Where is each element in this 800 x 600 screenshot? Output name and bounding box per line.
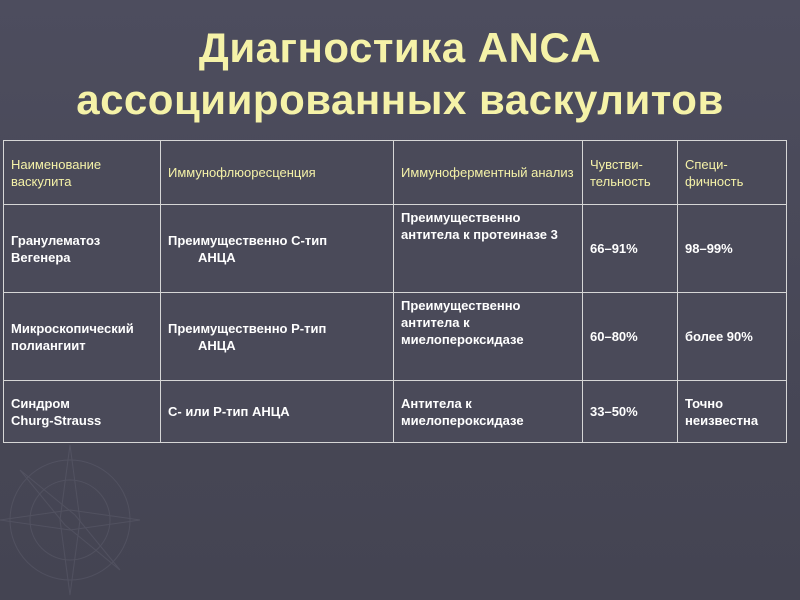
cell-immunofluorescence bbox=[161, 293, 394, 381]
cell-sensitivity: 60–80% bbox=[583, 293, 678, 381]
header-specificity: Специ-фичность bbox=[678, 141, 787, 205]
cell-sensitivity: 66–91% bbox=[583, 205, 678, 293]
title-line-2: ассоциированных васкулитов bbox=[76, 76, 724, 123]
name-line-2: Churg-Strauss bbox=[11, 412, 102, 428]
compass-rose-icon bbox=[0, 440, 220, 600]
cell-sensitivity: 33–50% bbox=[583, 381, 678, 443]
header-elisa: Иммуноферментный анализ bbox=[394, 141, 583, 205]
cell-elisa: Преимущественно антитела к протеиназе 3 bbox=[394, 205, 583, 293]
cell-immunofluorescence bbox=[161, 205, 394, 293]
table-header-row bbox=[4, 141, 787, 205]
table-row bbox=[4, 293, 787, 381]
cell-elisa: Антитела к миелопероксидазе bbox=[394, 381, 583, 443]
cell-name bbox=[4, 381, 161, 443]
title-line-1: Диагностика ANCA bbox=[198, 24, 602, 71]
table-row bbox=[4, 205, 787, 293]
table-row bbox=[4, 381, 787, 443]
cell-specificity: 98–99% bbox=[678, 205, 787, 293]
page-title bbox=[0, 22, 800, 126]
cell-immunofluorescence: С- или Р-тип АНЦА bbox=[161, 381, 394, 443]
cell-name: Гранулематоз Вегенера bbox=[4, 205, 161, 293]
header-immunofluorescence: Иммунофлюоресценция bbox=[161, 141, 394, 205]
cell-name: Микроскопический полиангиит bbox=[4, 293, 161, 381]
ifa-main: Преимущественно С-тип bbox=[168, 232, 328, 248]
header-sensitivity: Чувстви-тельность bbox=[583, 141, 678, 205]
header-vasculitis-name: Наименование васкулита bbox=[4, 141, 161, 205]
cell-specificity: Точно неизвестна bbox=[678, 381, 787, 443]
name-line-1: Синдром bbox=[11, 395, 70, 411]
cell-specificity: более 90% bbox=[678, 293, 787, 381]
ifa-sub: АНЦА bbox=[198, 249, 236, 265]
ifa-main: Преимущественно Р-тип bbox=[168, 320, 327, 336]
diagnostics-table bbox=[3, 140, 787, 443]
cell-elisa: Преимущественно антитела к миелопероксидазе bbox=[394, 293, 583, 381]
ifa-sub: АНЦА bbox=[198, 337, 236, 353]
